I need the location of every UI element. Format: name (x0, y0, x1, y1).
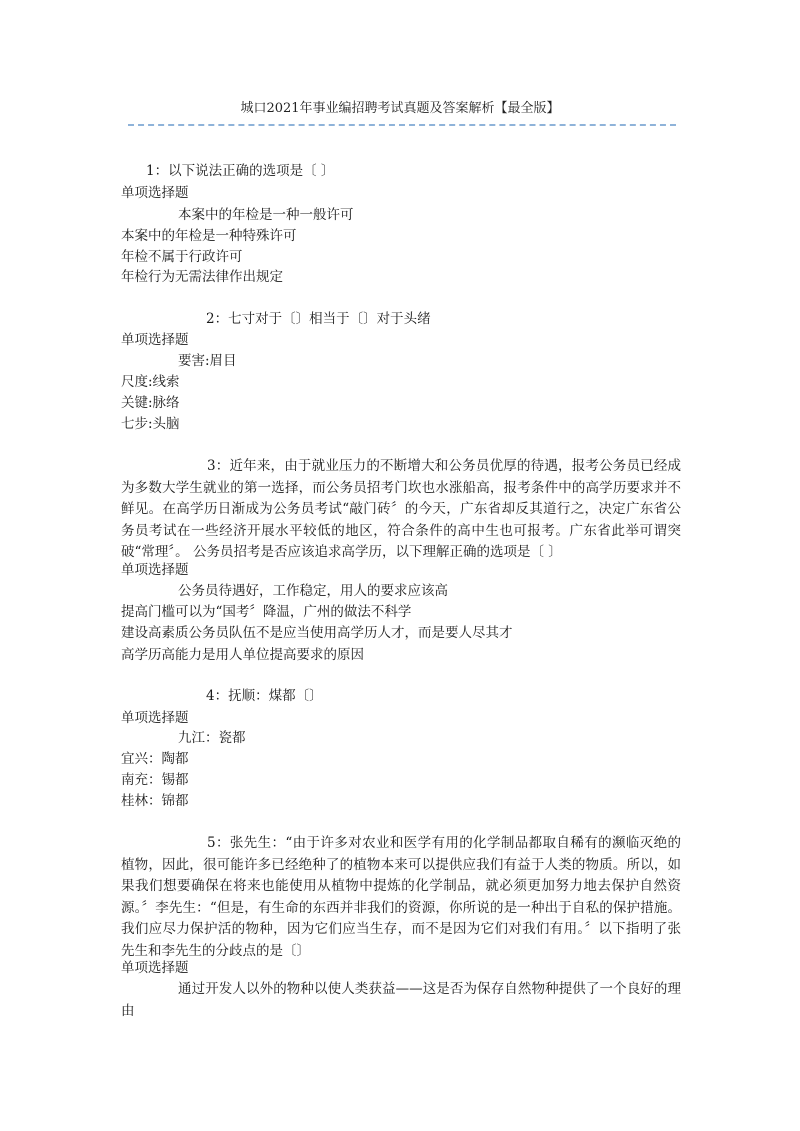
option: 本案中的年检是一种一般许可 (178, 207, 354, 223)
option: 关键:脉络 (121, 395, 180, 411)
question-type: 单项选择题 (121, 332, 189, 348)
question-number: 3 (207, 458, 216, 474)
question-number: 4 (206, 688, 215, 704)
question-header: 3：近年来，由于就业压力的不断增大和公务员优厚的待遇，报考公务员已经成为多数大学生就业的第一选择，而公务员招考门坎也水涨船高，报考条件中的高学历要求并不鲜见。在高学历日渐成为公务员考试“敲门砖〞的今天，广东省却反其道行之，决定广东省公务员考试在一些经济开展水平较低的地区，符合条件的高中生也可报考。广东省此举可谓突破“常理〞。 公务员招考是否应该追求高学历，以下理解正确的选项是〔 〕 (121, 458, 682, 560)
question-header: 1：以下说法正确的选项是〔 〕 (146, 163, 335, 179)
option: 宜兴：陶都 (121, 751, 189, 767)
question-number: 2 (206, 311, 215, 327)
option: 年检行为无需法律作出规定 (121, 269, 283, 285)
option: 七步:头脑 (121, 416, 180, 432)
option: 建设高素质公务员队伍不是应当使用高学历人才，而是要人尽其才 (121, 625, 513, 641)
option: 通过开发人以外的物种以使人类获益——这是否为保存自然物种提供了一个良好的理由 (121, 981, 681, 1019)
title-divider (128, 124, 676, 126)
question-type: 单项选择题 (121, 562, 189, 578)
option: 年检不属于行政许可 (121, 249, 243, 265)
option: 公务员待遇好，工作稳定，用人的要求应该高 (178, 583, 448, 599)
question-type: 单项选择题 (121, 960, 189, 976)
question-stem: 七寸对于〔〕相当于〔〕对于头绪 (228, 311, 431, 327)
document-title: 城口2021年事业编招聘考试真题及答案解析【最全版】 (240, 101, 560, 116)
question-header: 5：张先生：“由于许多对农业和医学有用的化学制品都取自稀有的濒临灭绝的植物，因此，很可能许多已经绝种了的植物本来可以提供应我们有益于人类的物质。所以，如果我们想要确保在将来也能使用从植物中提炼的化学制品，就必须更加努力地去保护自然资源。〞李先生：“但是，有生命的东西并非我们的资源，你所说的是一种出于自私的保护措施。我们应尽力保护活的物种，因为它们应当生存，而不是因为它们对我们有用。〞以下指明了张先生和李先生的分歧点的是〔〕 (121, 835, 681, 959)
option: 提高门槛可以为“国考〞降温，广州的做法不科学 (121, 604, 412, 620)
option: 本案中的年检是一种特殊许可 (121, 228, 297, 244)
question-number: 1 (146, 163, 155, 179)
question-header: 2：七寸对于〔〕相当于〔〕对于头绪 (206, 311, 431, 327)
question-stem: 张先生：“由于许多对农业和医学有用的化学制品都取自稀有的濒临灭绝的植物，因此，很可能许多已经绝种了的植物本来可以提供应我们有益于人类的物质。所以，如果我们想要确保在将来也能使用从植物中提炼的化学制品，就必须更加努力地去保护自然资源。〞李先生：“但是，有生命的东西并非我们的资源，你所说的是一种出于自私的保护措施。我们应尽力保护活的物种，因为它们应当生存，而不是因为它们对我们有用。〞以下指明了张先生和李先生的分歧点的是〔〕 (121, 835, 681, 959)
option: 尺度:线索 (121, 374, 180, 390)
question-stem: 抚顺：煤都〔〕 (228, 688, 323, 704)
option: 南充：锡都 (121, 772, 189, 788)
option: 桂林：锦都 (121, 793, 189, 809)
question-type: 单项选择题 (121, 185, 189, 201)
question-number: 5 (207, 835, 216, 851)
option: 高学历高能力是用人单位提高要求的原因 (121, 647, 364, 663)
question-header: 4：抚顺：煤都〔〕 (206, 688, 323, 704)
option: 九江：瓷都 (178, 730, 246, 746)
question-stem: 以下说法正确的选项是〔 〕 (168, 163, 335, 179)
option: 要害:眉目 (178, 353, 237, 369)
question-type: 单项选择题 (121, 710, 189, 726)
question-stem: 近年来，由于就业压力的不断增大和公务员优厚的待遇，报考公务员已经成为多数大学生就业的第一选择，而公务员招考门坎也水涨船高，报考条件中的高学历要求并不鲜见。在高学历日渐成为公务员考试“敲门砖〞的今天，广东省却反其道行之，决定广东省公务员考试在一些经济开展水平较低的地区，符合条件的高中生也可报考。广东省此举可谓突破“常理〞。 公务员招考是否应该追求高学历，以下理解正确的选项是〔 〕 (121, 458, 682, 560)
